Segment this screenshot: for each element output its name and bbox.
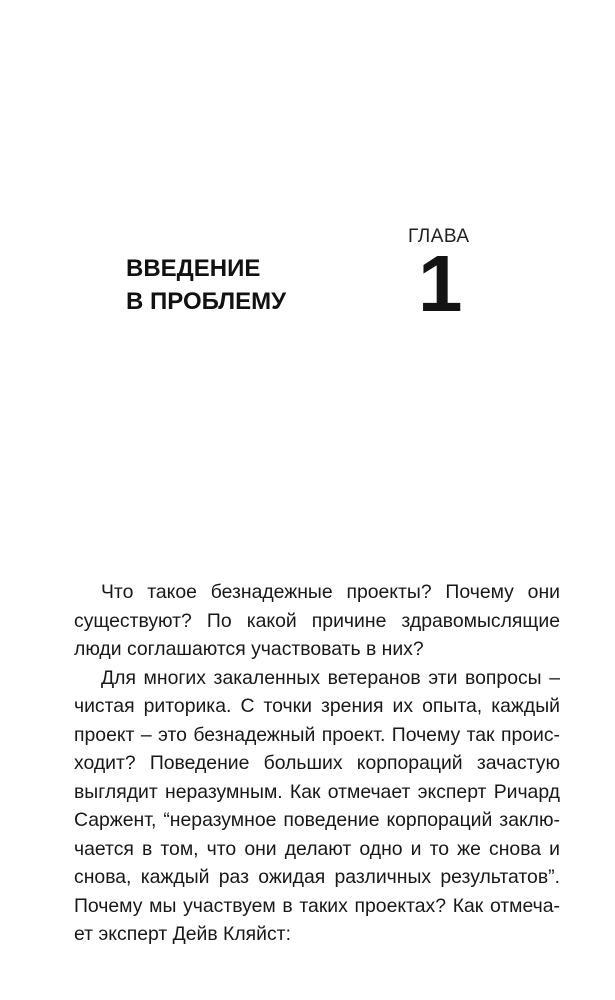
text-line: Для многих закаленных ветеранов эти вопросы – [101, 666, 560, 689]
text-line: Что такое безнадежные проекты? Почему они [101, 581, 560, 603]
text-line: ет эксперт Дейв Кляйст: [74, 923, 291, 945]
text-line: Саржент, “неразумное поведение корпораций заклю- [74, 809, 560, 831]
text-line: Почему мы участвуем в таких проектах? Как отмеча- [74, 894, 560, 917]
body-text [74, 578, 560, 949]
text-line: ходит? Поведение больших корпораций зачастую [74, 752, 560, 774]
text-line: выглядит неразумным. Как отмечает эксперт Ричард [74, 780, 560, 803]
chapter-title-line: В ПРОБЛЕМУ [126, 288, 287, 315]
chapter-title-line: ВВЕДЕНИЕ [126, 255, 261, 282]
text-line: чается в том, что они делают одно и то же снова и [74, 837, 560, 860]
chapter-number: 1 [418, 239, 463, 328]
text-line: проект – это безнадежный проект. Почему так проис- [74, 723, 560, 746]
text-line: чистая риторика. С точки зрения их опыта, каждый [74, 695, 560, 717]
chapter-title [126, 252, 366, 318]
text-line: существуют? По какой причине здравомыслящие [74, 609, 560, 632]
text-line: люди соглашаются участвовать в них? [74, 638, 424, 660]
chapter-label: ГЛАВА [408, 226, 470, 247]
text-line: снова, каждый раз ожидая различных результатов”. [74, 866, 560, 888]
